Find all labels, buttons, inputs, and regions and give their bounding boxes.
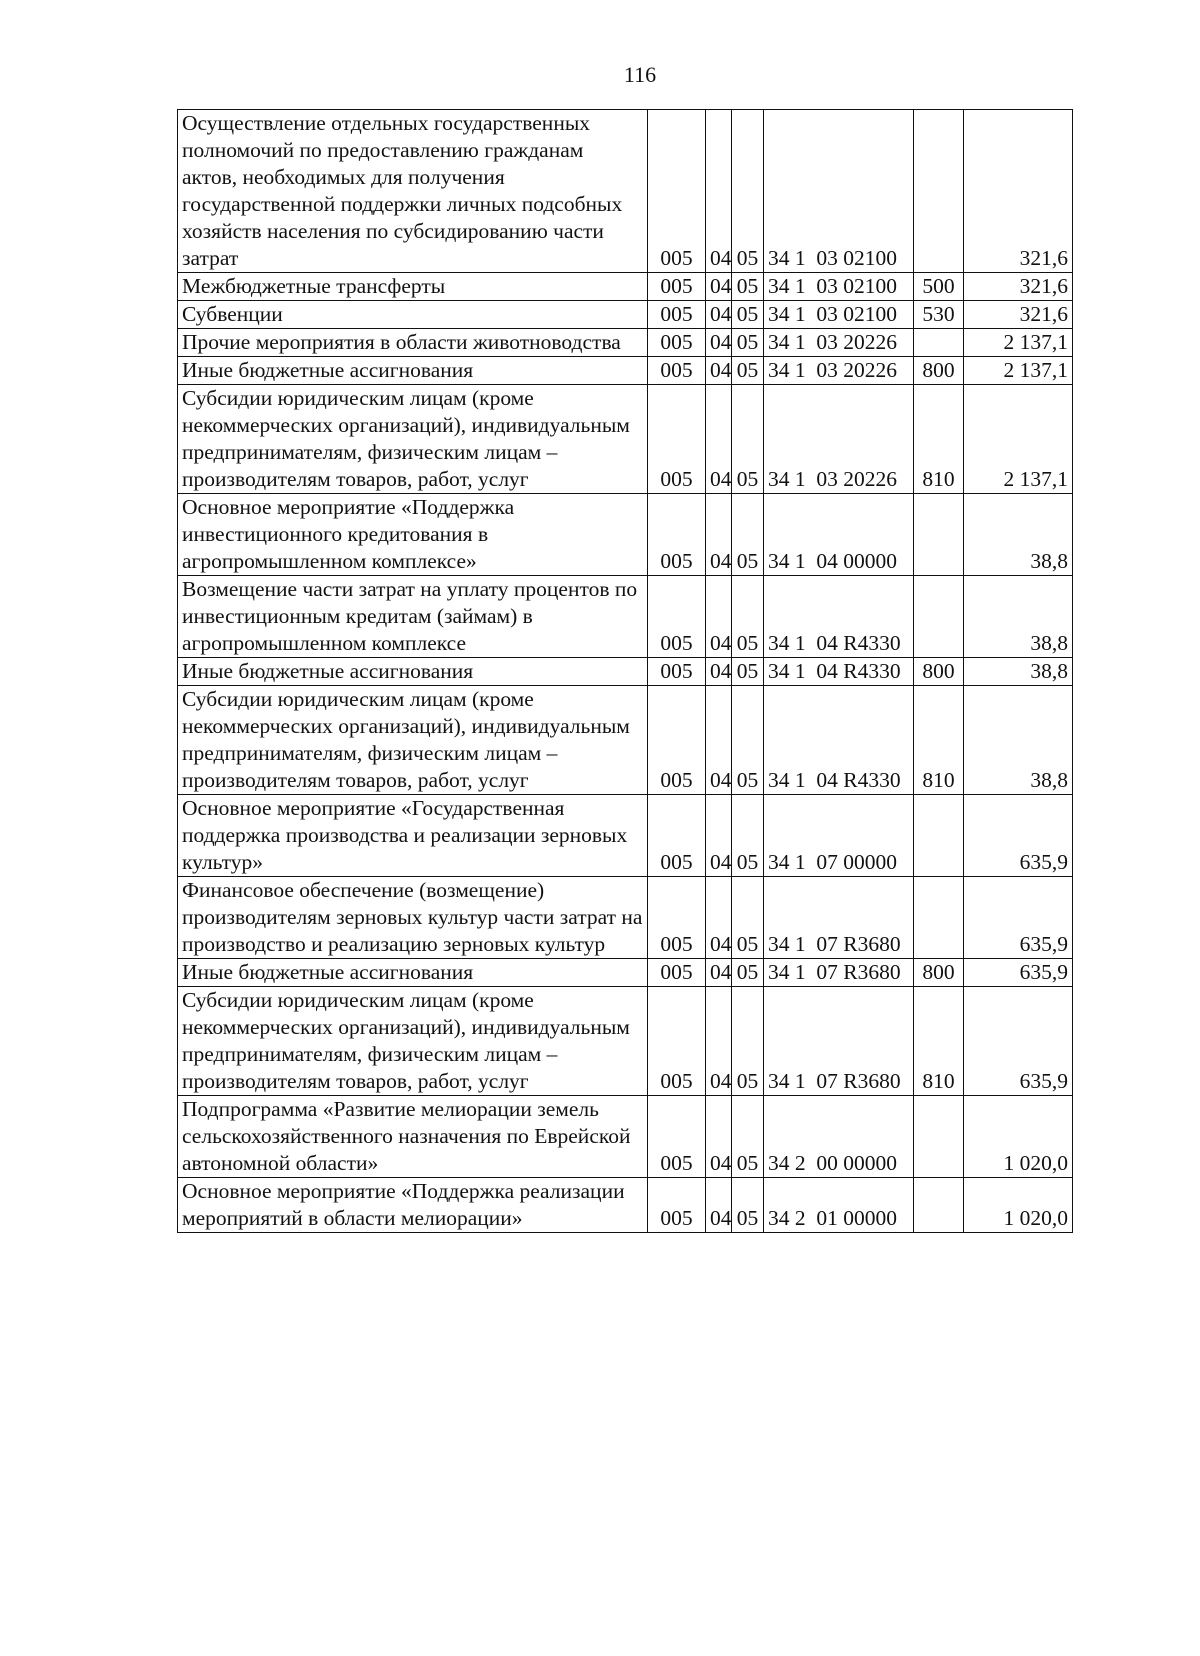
ministry-code: 005 [648, 1096, 706, 1178]
program-code: 34 1 04 R4330 [764, 686, 914, 795]
subsection-code: 05 [732, 357, 764, 385]
program-code: 34 1 07 00000 [764, 795, 914, 877]
amount: 635,9 [964, 877, 1073, 959]
table-row [178, 1178, 1073, 1233]
section-code: 04 [706, 357, 732, 385]
ministry-code: 005 [648, 385, 706, 494]
section-code: 04 [706, 385, 732, 494]
row-name: Прочие мероприятия в области животноводства [178, 329, 648, 357]
row-name: Иные бюджетные ассигнования [178, 959, 648, 987]
row-name: Возмещение части затрат на уплату процентов по инвестиционным кредитам (займам) в агропромышленном комплексе [178, 576, 648, 658]
ministry-code: 005 [648, 795, 706, 877]
program-code: 34 1 04 R4330 [764, 658, 914, 686]
expense-type-code: 810 [914, 385, 964, 494]
program-code: 34 1 03 20226 [764, 385, 914, 494]
ministry-code: 005 [648, 273, 706, 301]
expense-type-code: 800 [914, 658, 964, 686]
expense-type-code [914, 877, 964, 959]
expense-type-code: 500 [914, 273, 964, 301]
expense-type-code [914, 110, 964, 273]
row-name: Подпрограмма «Развитие мелиорации земель сельскохозяйственного назначения по Еврейской автономной области» [178, 1096, 648, 1178]
section-code: 04 [706, 795, 732, 877]
expense-type-code: 800 [914, 959, 964, 987]
ministry-code: 005 [648, 987, 706, 1096]
amount: 321,6 [964, 273, 1073, 301]
section-code: 04 [706, 576, 732, 658]
subsection-code: 05 [732, 1096, 764, 1178]
program-code: 34 1 07 R3680 [764, 987, 914, 1096]
amount: 38,8 [964, 686, 1073, 795]
subsection-code: 05 [732, 576, 764, 658]
subsection-code: 05 [732, 658, 764, 686]
program-code: 34 1 03 02100 [764, 301, 914, 329]
ministry-code: 005 [648, 1178, 706, 1233]
amount: 2 137,1 [964, 385, 1073, 494]
table-row [178, 658, 1073, 686]
expense-type-code [914, 1096, 964, 1178]
row-name: Финансовое обеспечение (возмещение) производителям зерновых культур части затрат на производство и реализацию зерновых культур [178, 877, 648, 959]
table-row [178, 959, 1073, 987]
amount: 38,8 [964, 576, 1073, 658]
row-name: Субсидии юридическим лицам (кроме некоммерческих организаций), индивидуальным предпринимателям, физическим лицам – производителям товаров, работ, услуг [178, 686, 648, 795]
table-row [178, 385, 1073, 494]
subsection-code: 05 [732, 686, 764, 795]
section-code: 04 [706, 686, 732, 795]
row-name: Субвенции [178, 301, 648, 329]
program-code: 34 1 07 R3680 [764, 959, 914, 987]
expense-type-code: 800 [914, 357, 964, 385]
section-code: 04 [706, 658, 732, 686]
amount: 1 020,0 [964, 1178, 1073, 1233]
table-body [178, 110, 1073, 1233]
ministry-code: 005 [648, 959, 706, 987]
table-row [178, 273, 1073, 301]
program-code: 34 1 04 00000 [764, 494, 914, 576]
subsection-code: 05 [732, 329, 764, 357]
ministry-code: 005 [648, 329, 706, 357]
section-code: 04 [706, 494, 732, 576]
ministry-code: 005 [648, 357, 706, 385]
section-code: 04 [706, 273, 732, 301]
table-row [178, 1096, 1073, 1178]
program-code: 34 1 03 20226 [764, 329, 914, 357]
ministry-code: 005 [648, 576, 706, 658]
program-code: 34 1 07 R3680 [764, 877, 914, 959]
table-row [178, 795, 1073, 877]
subsection-code: 05 [732, 1178, 764, 1233]
table-row [178, 301, 1073, 329]
amount: 635,9 [964, 987, 1073, 1096]
row-name: Субсидии юридическим лицам (кроме некоммерческих организаций), индивидуальным предпринимателям, физическим лицам – производителям товаров, работ, услуг [178, 385, 648, 494]
expense-type-code [914, 576, 964, 658]
table-row [178, 686, 1073, 795]
expense-type-code [914, 494, 964, 576]
amount: 321,6 [964, 110, 1073, 273]
amount: 321,6 [964, 301, 1073, 329]
amount: 2 137,1 [964, 357, 1073, 385]
ministry-code: 005 [648, 658, 706, 686]
ministry-code: 005 [648, 877, 706, 959]
section-code: 04 [706, 987, 732, 1096]
row-name: Основное мероприятие «Поддержка инвестиционного кредитования в агропромышленном комплексе» [178, 494, 648, 576]
section-code: 04 [706, 877, 732, 959]
amount: 635,9 [964, 795, 1073, 877]
program-code: 34 1 03 02100 [764, 273, 914, 301]
row-name: Субсидии юридическим лицам (кроме некоммерческих организаций), индивидуальным предпринимателям, физическим лицам – производителям товаров, работ, услуг [178, 987, 648, 1096]
amount: 38,8 [964, 658, 1073, 686]
section-code: 04 [706, 329, 732, 357]
ministry-code: 005 [648, 110, 706, 273]
row-name: Межбюджетные трансферты [178, 273, 648, 301]
expense-type-code [914, 329, 964, 357]
subsection-code: 05 [732, 301, 764, 329]
expense-type-code: 810 [914, 686, 964, 795]
row-name: Основное мероприятие «Поддержка реализации мероприятий в области мелиорации» [178, 1178, 648, 1233]
table-row [178, 494, 1073, 576]
section-code: 04 [706, 1178, 732, 1233]
amount: 1 020,0 [964, 1096, 1073, 1178]
subsection-code: 05 [732, 795, 764, 877]
program-code: 34 1 03 02100 [764, 110, 914, 273]
ministry-code: 005 [648, 686, 706, 795]
subsection-code: 05 [732, 385, 764, 494]
subsection-code: 05 [732, 959, 764, 987]
expense-type-code: 810 [914, 987, 964, 1096]
ministry-code: 005 [648, 494, 706, 576]
section-code: 04 [706, 959, 732, 987]
amount: 635,9 [964, 959, 1073, 987]
table-row [178, 877, 1073, 959]
expense-type-code [914, 795, 964, 877]
section-code: 04 [706, 110, 732, 273]
amount: 2 137,1 [964, 329, 1073, 357]
program-code: 34 2 01 00000 [764, 1178, 914, 1233]
section-code: 04 [706, 301, 732, 329]
table-row [178, 110, 1073, 273]
program-code: 34 1 04 R4330 [764, 576, 914, 658]
row-name: Иные бюджетные ассигнования [178, 357, 648, 385]
expense-type-code [914, 1178, 964, 1233]
program-code: 34 2 00 00000 [764, 1096, 914, 1178]
subsection-code: 05 [732, 494, 764, 576]
subsection-code: 05 [732, 273, 764, 301]
expense-type-code: 530 [914, 301, 964, 329]
row-name: Осуществление отдельных государственных полномочий по предоставлению гражданам актов, необходимых для получения государственной поддержки личных подсобных хозяйств населения по субсидированию части затрат [178, 110, 648, 273]
table-row [178, 357, 1073, 385]
subsection-code: 05 [732, 877, 764, 959]
table-row [178, 987, 1073, 1096]
subsection-code: 05 [732, 110, 764, 273]
row-name: Основное мероприятие «Государственная поддержка производства и реализации зерновых культур» [178, 795, 648, 877]
amount: 38,8 [964, 494, 1073, 576]
table-row [178, 576, 1073, 658]
ministry-code: 005 [648, 301, 706, 329]
row-name: Иные бюджетные ассигнования [178, 658, 648, 686]
budget-table [177, 109, 1073, 1233]
section-code: 04 [706, 1096, 732, 1178]
subsection-code: 05 [732, 987, 764, 1096]
program-code: 34 1 03 20226 [764, 357, 914, 385]
table-row [178, 329, 1073, 357]
page-number: 116 [623, 62, 657, 87]
